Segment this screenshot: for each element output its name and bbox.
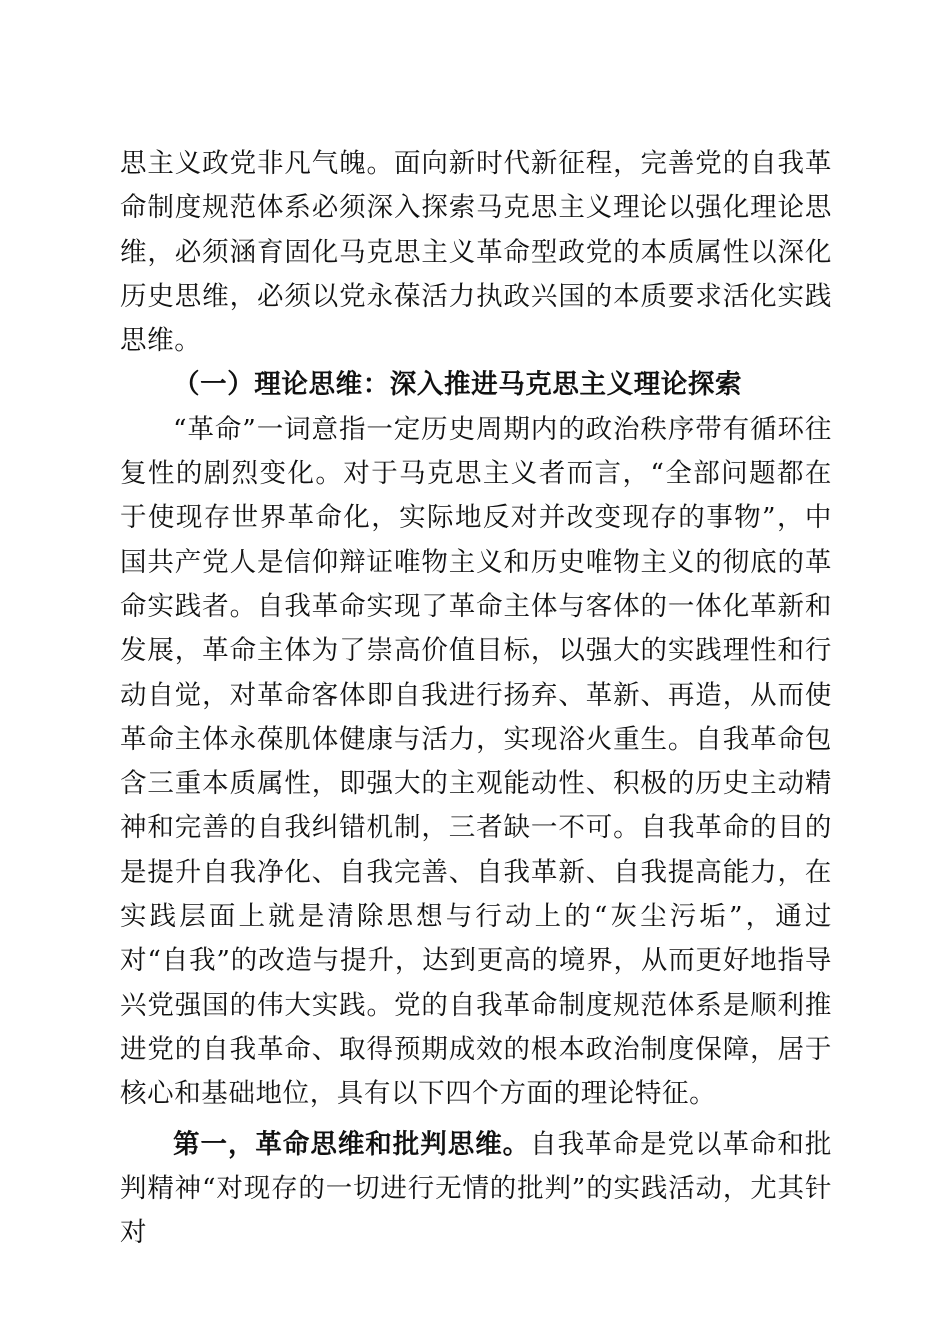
point-one-text: 自我革命是党以革命和批判精神“对现存的一切进行无情的批判”的实践活动，尤其针对: [120, 1128, 832, 1249]
document-page: [120, 142, 832, 1255]
body-paragraph: “革命”一词意指一定历史周期内的政治秩序带有循环往复性的剧烈变化。对于马克思主义者而言，“全部问题都在于使现存世界革命化，实际地反对并改变现存的事物”，中国共产党人是信仰辩证唯物主义和历史唯物主义的彻底的革命实践者。自我革命实现了革命主体与客体的一体化革新和发展，革命主体为了崇高价值目标，以强大的实践理性和行动自觉，对革命客体即自我进行扬弃、革新、再造，从而使革命主体永葆肌体健康与活力，实现浴火重生。自我革命包含三重本质属性，即强大的主观能动性、积极的历史主动精神和完善的自我纠错机制，三者缺一不可。自我革命的目的是提升自我净化、自我完善、自我革新、自我提高能力，在实践层面上就是清除思想与行动上的“灰尘污垢”，通过对“自我”的改造与提升，达到更高的境界，从而更好地指导兴党强国的伟大实践。党的自我革命制度规范体系是顺利推进党的自我革命、取得预期成效的根本政治制度保障，居于核心和基础地位，具有以下四个方面的理论特征。: [120, 413, 832, 1110]
intro-paragraph: 思主义政党非凡气魄。面向新时代新征程，完善党的自我革命制度规范体系必须深入探索马克思主义理论以强化理论思维，必须涵育固化马克思主义革命型政党的本质属性以深化历史思维，必须以党永葆活力执政兴国的本质要求活化实践思维。: [120, 148, 832, 357]
point-one-paragraph: [120, 1123, 832, 1256]
section-heading: （一）理论思维：深入推进马克思主义理论探索: [173, 369, 743, 401]
point-one-lead: 第一，革命思维和批判思维。: [173, 1128, 531, 1160]
